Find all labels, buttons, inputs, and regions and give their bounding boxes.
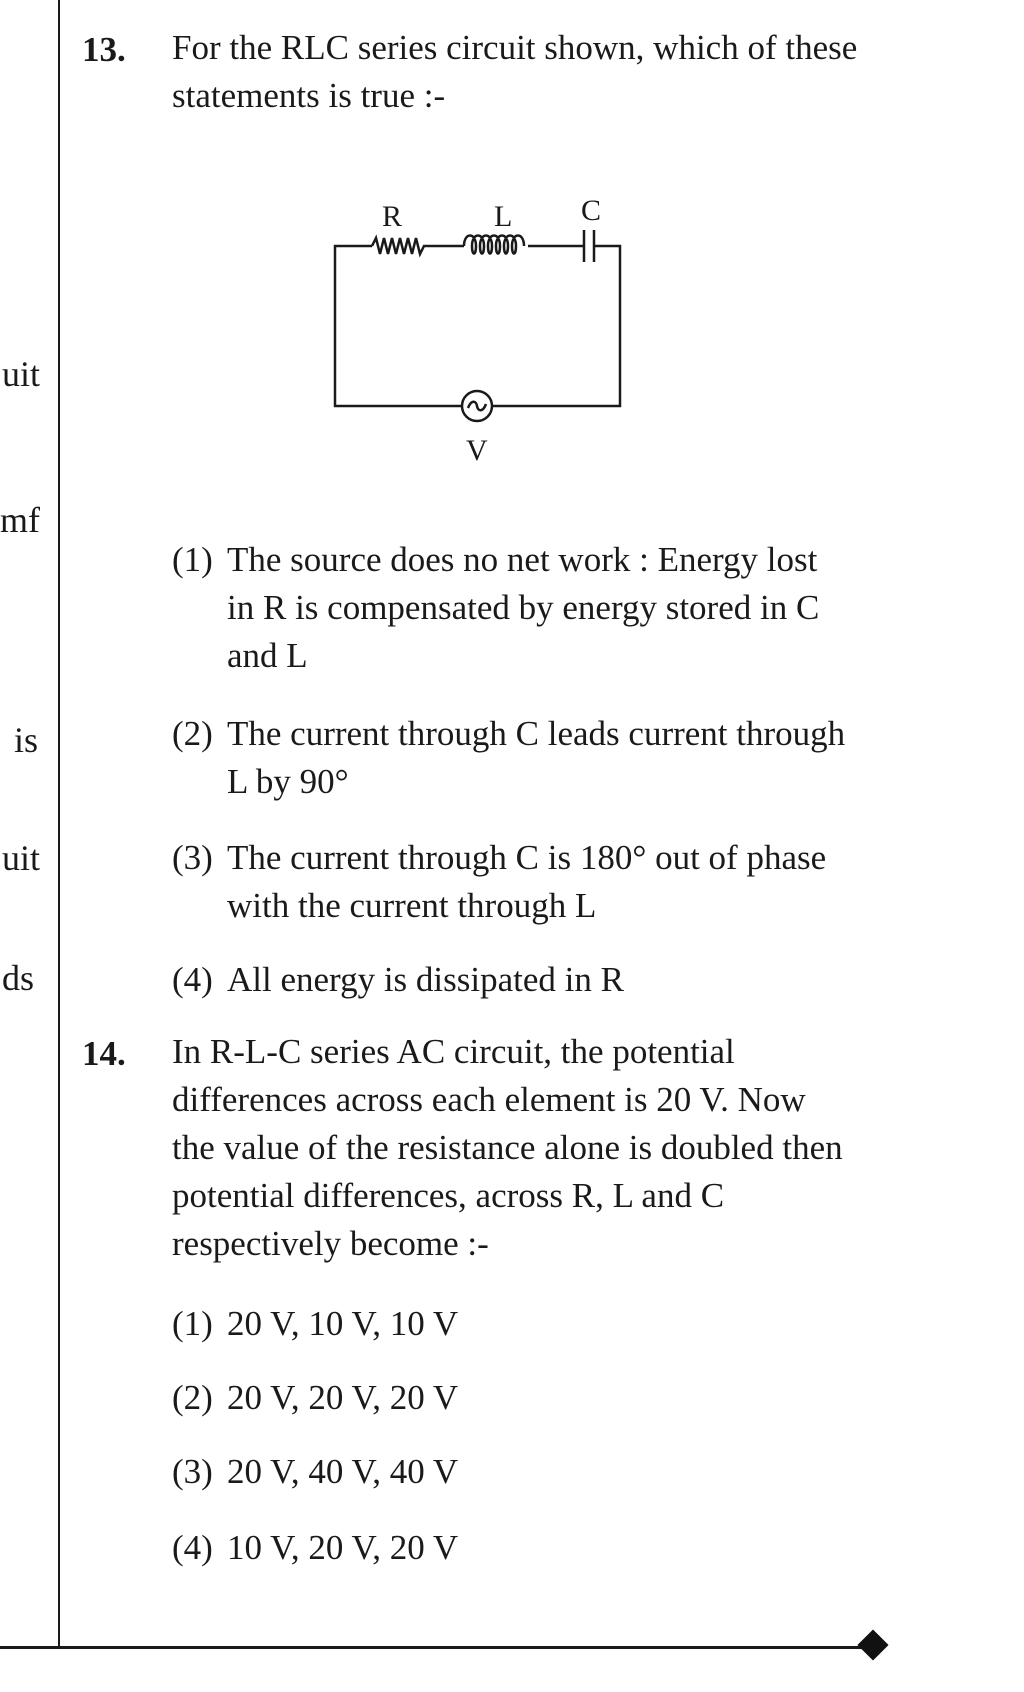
option-number: (4) — [172, 960, 213, 999]
option-text: The current through C is 180° out of phase with the current through L — [227, 838, 827, 925]
option-number: (1) — [172, 540, 213, 579]
bottom-rule — [0, 1646, 868, 1649]
capacitor-symbol — [584, 230, 607, 262]
option-text: 10 V, 20 V, 20 V — [227, 1528, 459, 1567]
option-number: (3) — [172, 1452, 213, 1491]
margin-fragment: ds — [2, 958, 35, 998]
option-number: (3) — [172, 838, 213, 877]
question-text: In R-L-C series AC circuit, the potential differences across each element is 20 V. Now the value of the resistance alone is doubled then potential differences, across R, L and C respectively become :- — [172, 1032, 843, 1263]
option-text: 20 V, 40 V, 40 V — [227, 1452, 459, 1491]
end-diamond-icon — [857, 1629, 888, 1660]
label-v: V — [466, 434, 488, 467]
label-r: R — [382, 200, 403, 233]
question-text: For the RLC series circuit shown, which of these statements is true :- — [172, 28, 858, 115]
label-l: L — [494, 200, 513, 233]
inductor-symbol — [464, 236, 524, 254]
margin-fragment: mf — [0, 500, 40, 540]
margin-fragment: is — [14, 720, 39, 760]
question-number: 13. — [82, 30, 126, 69]
ac-source-icon — [462, 391, 492, 421]
margin-fragment: uit — [2, 354, 41, 394]
option-number: (4) — [172, 1528, 213, 1567]
option-text: The source does no net work : Energy lost in R is compensated by energy stored in C and L — [227, 540, 820, 675]
option-text: 20 V, 10 V, 10 V — [227, 1304, 459, 1343]
resistor-symbol — [372, 238, 464, 254]
rlc-circuit-diagram — [0, 0, 1024, 480]
option-number: (2) — [172, 714, 213, 753]
option-number: (2) — [172, 1378, 213, 1417]
option-text: 20 V, 20 V, 20 V — [227, 1378, 459, 1417]
option-number: (1) — [172, 1304, 213, 1343]
option-text: The current through C leads current through L by 90° — [227, 714, 846, 801]
question-number: 14. — [82, 1034, 126, 1073]
label-c: C — [581, 194, 602, 227]
margin-fragment: uit — [2, 838, 41, 878]
option-text: All energy is dissipated in R — [227, 960, 624, 999]
